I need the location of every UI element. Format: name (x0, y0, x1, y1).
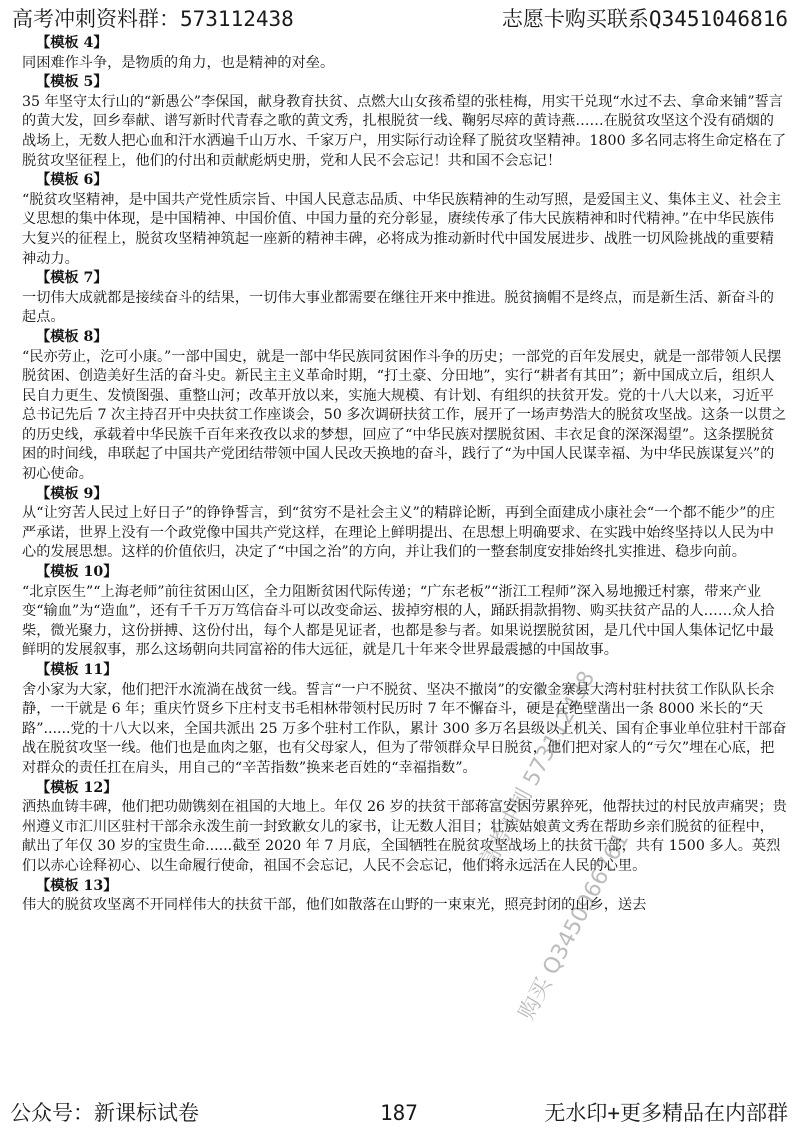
header-left-text: 高考冲刺资料群：573112438 (12, 7, 294, 31)
section-12 (22, 779, 788, 877)
section-paragraph: “北京医生”“上海老师”前往贫困山区，全力阻断贫困代际传递；“广东老板”“浙江工程师”深入易地搬迁村寨，带来产业变“输血”为“造血”，还有千千万万笃信奋斗可以改变命运、拔掉穷根的人，踊跃捐款捐物、购买扶贫产品的人……众人拾柴，微光聚力，这份拼搏、这份付出，每个人都是见证者，也都是参与者。如果说摆脱贫困，是几代中国人集体记忆中最鲜明的发展叙事，那么这场朝向共同富裕的伟大远征，就是几十年来令世界最震撼的中国故事。 (22, 583, 775, 659)
section-6 (22, 171, 788, 269)
section-13 (22, 877, 788, 916)
section-paragraph: 舍小家为大家，他们把汗水流淌在战贫一线。誓言“一户不脱贫、坚决不撤岗”的安徽金寨县大湾村驻村扶贫工作队队长余静，一干就是 6 年；重庆竹贤乡下庄村支书毛相林带领村民历时 7 年不懈奋斗，硬是在绝壁凿出一条 8000 米长的“天路”......党的十八大以来，全国共派出 25 万多个驻村工作队，累计 300 多万名县级以上机关、国有企事业单位驻村干部奋战在脱贫攻坚一线。他们也是血肉之躯，也有父母家人，但为了带领群众早日脱贫，他们把对家人的“亏欠”埋在心底，把对群众的责任扛在肩头，用自己的“辛苦指数”换来老百姓的“幸福指数”。 (22, 681, 787, 776)
section-11 (22, 661, 788, 779)
section-paragraph: 伟大的脱贫攻坚离不开同样伟大的扶贫干部，他们如散落在山野的一束束光，照亮封闭的山乡，送去 (22, 897, 647, 914)
section-heading: 【模板 12】 (36, 779, 118, 796)
section-paragraph: “民亦劳止，汔可小康。”一部中国史，就是一部中华民族同贫困作斗争的历史；一部党的百年发展史，就是一部带领人民摆脱贫困、创造美好生活的奋斗史。新民主主义革命时期，“打土豪、分田地”，实行“耕者有其田”；新中国成立后，组织人民自力更生、发愤图强、重整山河；改革开放以来，实施大规模、有计划、有组织的扶贫开发。党的十八大以来，习近平总书记先后 7 次主持召开中央扶贫工作座谈会，50 多次调研扶贫工作，展开了一场声势浩大的脱贫攻坚战。这条一以贯之的历史线，承载着中华民族千百年来孜孜以求的梦想，回应了“中华民族对摆脱贫困、丰衣足食的深深渴望”。这条摆脱贫困的时间线，串联起了中国共产党团结带领中国人民改天换地的奋斗，践行了“为中国人民谋幸福、为中华民族谋复兴”的初心使命。 (22, 348, 787, 483)
watermark-text-secondary: 购买 Q3450966761 (514, 828, 635, 1025)
page-footer (0, 1095, 800, 1131)
section-heading: 【模板 7】 (36, 270, 108, 287)
section-heading: 【模板 4】 (36, 35, 108, 51)
section-heading: 【模板 6】 (36, 172, 108, 189)
section-paragraph: 同困难作斗争，是物质的角力，也是精神的对垒。 (22, 54, 335, 71)
footer-right-text: 无水印+更多精品在内部群 (544, 1101, 788, 1125)
section-4 (22, 34, 788, 73)
section-paragraph: “脱贫攻坚精神，是中国共产党性质宗旨、中国人民意志品质、中华民族精神的生动写照，是爱国主义、集体主义、社会主义思想的集中体现，是中国精神、中国价值、中国力量的充分彰显，赓续传承了伟大民族精神和时代精神。”在中华民族伟大复兴的征程上，脱贫攻坚精神筑起一座新的精神丰碑，必将成为推动新时代中国发展进步、战胜一切风险挑战的重要精神动力。 (22, 191, 782, 267)
section-heading: 【模板 13】 (36, 877, 118, 894)
page-number: 187 (380, 1101, 418, 1125)
section-heading: 【模板 5】 (36, 74, 108, 91)
section-paragraph: 一切伟大成就都是接续奋斗的结果，一切伟大事业都需要在继往开来中推进。脱贫摘帽不是终点，而是新生活、新奋斗的起点。 (22, 289, 774, 326)
section-paragraph: 35 年坚守太行山的“新愚公”李保国，献身教育扶贫、点燃大山女孩希望的张桂梅，用实干兑现“水过不去、拿命来铺”誓言的黄大发，回乡奉献、谱写新时代青春之歌的黄文秀，扎根脱贫一线、鞠躬尽瘁的黄诗燕……在脱贫攻坚这个没有硝烟的战场上，无数人把心血和汗水洒遍千山万水、千家万户，用实际行动诠释了脱贫攻坚精神。1800 多名同志将生命定格在了脱贫攻坚征程上，他们的付出和贡献彪炳史册，党和人民不会忘记！共和国不会忘记！ (22, 93, 787, 169)
section-8 (22, 328, 788, 485)
section-heading: 【模板 8】 (36, 328, 108, 345)
section-heading: 【模板 10】 (36, 564, 118, 581)
section-paragraph: 从“让穷苦人民过上好日子”的铮铮誓言，到“贫穷不是社会主义”的精辟论断，再到全面建成小康社会“一个都不能少”的庄严承诺，世界上没有一个政党像中国共产党这样，在理论上鲜明提出、在思想上明确要求、在实践中始终坚持以人民为中心的发展思想。这样的价值依归，决定了“中国之治”的方向，并让我们的一整套制度安排始终扎实推进、稳步向前。 (22, 505, 775, 561)
section-heading: 【模板 11】 (36, 662, 118, 678)
section-heading: 【模板 9】 (36, 485, 108, 502)
section-7 (22, 269, 788, 328)
section-10 (22, 563, 788, 661)
section-9 (22, 485, 788, 563)
page-header (0, 2, 800, 36)
section-5 (22, 73, 788, 171)
document-body (22, 34, 788, 916)
section-paragraph: 洒热血铸丰碑，他们把功勋镌刻在祖国的大地上。年仅 26 岁的扶贫干部蒋富安因劳累猝死，他帮扶过的村民放声痛哭；贵州遵义市汇川区驻村干部余永泼生前一封致歉女儿的家书，让无数人泪目；壮族姑娘黄文秀在帮助乡亲们脱贫的征程中，献出了年仅 30 岁的宝贵生命......截至 2020 年 7 月底，全国牺牲在脱贫攻坚战场上的扶贫干部，共有 1500 多人。英烈们以赤心诠释初心、以生命履行使命，祖国不会忘记，人民不会忘记，他们将永远活在人民的心里。 (22, 799, 787, 874)
watermark-text: 高考冲刺 573112438 (474, 667, 601, 875)
header-right-text: 志愿卡购买联系Q3451046816 (501, 7, 788, 31)
footer-left-text: 公众号：新课标试卷 (10, 1101, 199, 1125)
